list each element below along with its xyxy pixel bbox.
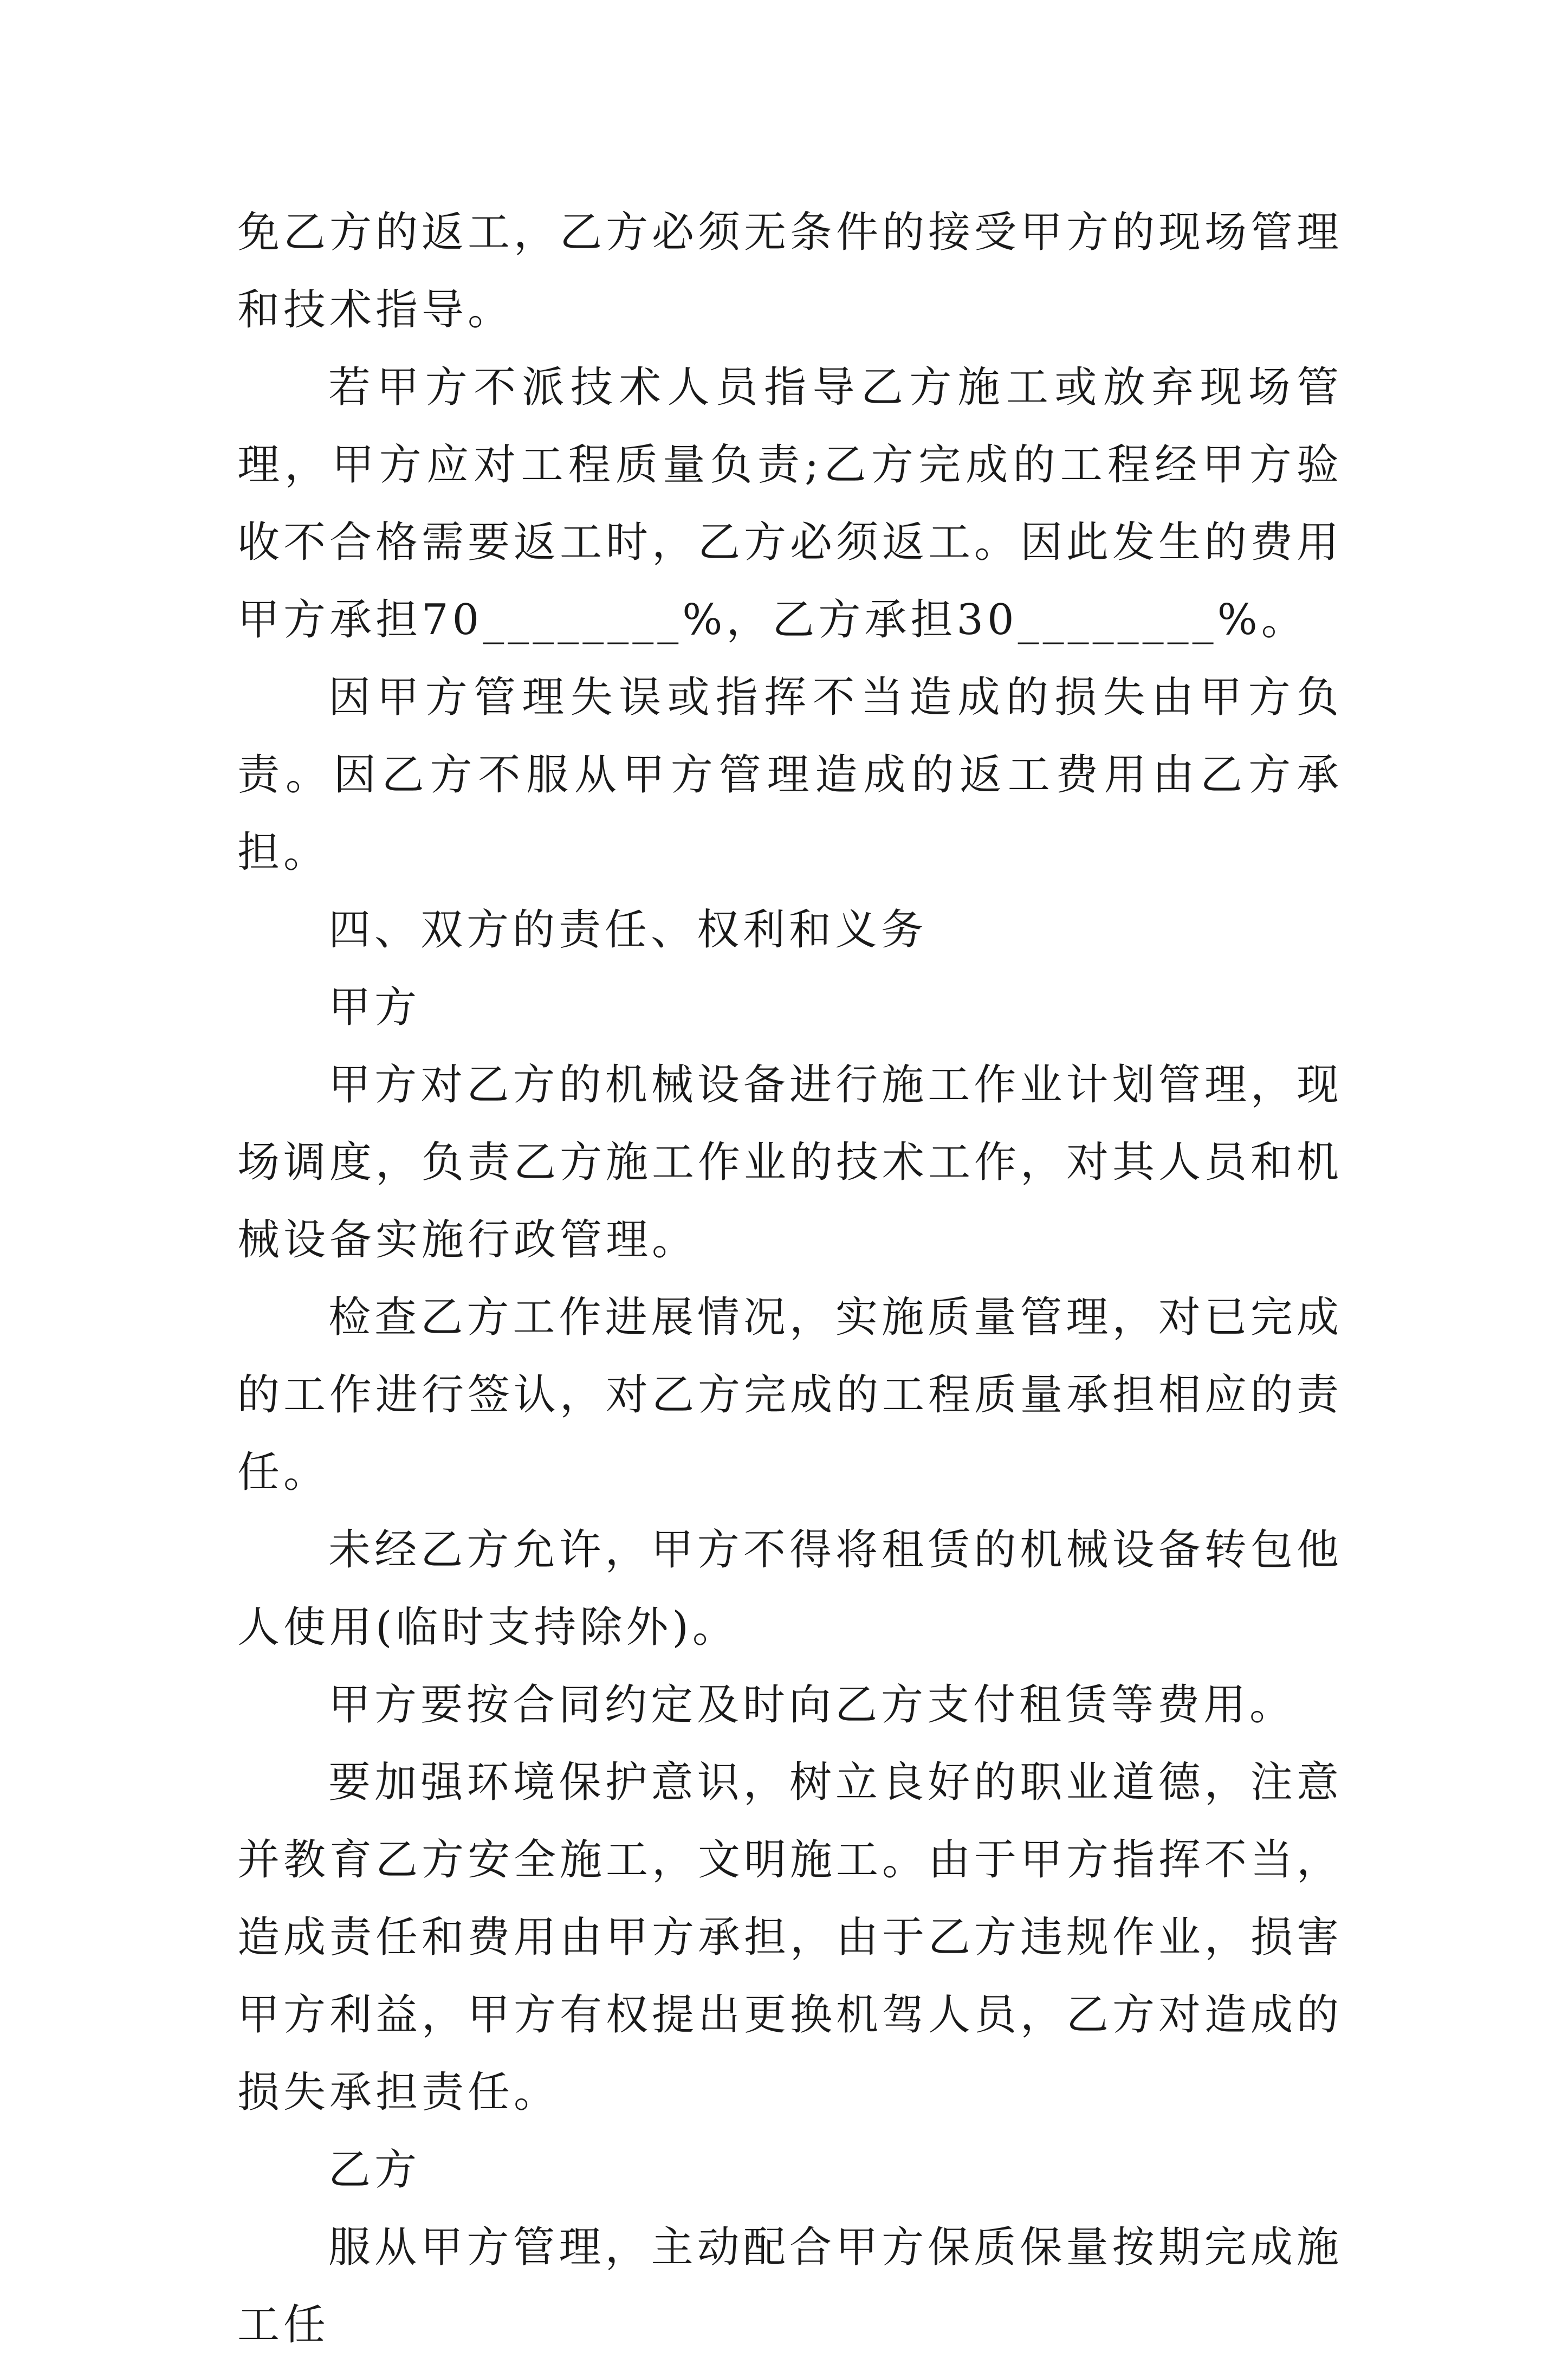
paragraph-party-b-obey: 服从甲方管理，主动配合甲方保质保量按期完成施工任 bbox=[237, 2223, 1343, 2349]
section-heading-responsibilities: 四、双方的责任、权利和义务 bbox=[328, 906, 928, 954]
paragraph-party-a-safety: 要加强环境保护意识，树立良好的职业道德，注意并教育乙方安全施工，文明施工。由于甲方指挥不当，造成责任和费用由甲方承担，由于乙方违规作业，损害甲方利益，甲方有权提出更换机驾人员，乙方对造成的损失承担责任。 bbox=[237, 1758, 1343, 2117]
paragraph-continuation: 免乙方的返工，乙方必须无条件的接受甲方的现场管理和技术指导。 bbox=[237, 208, 1343, 334]
paragraph-loss-liability: 因甲方管理失误或指挥不当造成的损失由甲方负责。因乙方不服从甲方管理造成的返工费用由乙方承担。 bbox=[237, 673, 1343, 877]
paragraph-party-a-inspection: 检查乙方工作进展情况，实施质量管理，对已完成的工作进行签认，对乙方完成的工程质量承担相应的责任。 bbox=[237, 1293, 1343, 1497]
document-body bbox=[237, 194, 1343, 2364]
subheading-party-a: 甲方 bbox=[328, 983, 421, 1032]
paragraph-rework-cost: 若甲方不派技术人员指导乙方施工或放弃现场管理，甲方应对工程质量负责;乙方完成的工程经甲方验收不合格需要返工时，乙方必须返工。因此发生的费用甲方承担70________%，乙方承担30________%。 bbox=[237, 363, 1343, 644]
paragraph-party-a-payment: 甲方要按合同约定及时向乙方支付租赁等费用。 bbox=[328, 1681, 1296, 1729]
paragraph-party-a-management: 甲方对乙方的机械设备进行施工作业计划管理，现场调度，负责乙方施工作业的技术工作，对其人员和机械设备实施行政管理。 bbox=[237, 1061, 1343, 1264]
subheading-party-b: 乙方 bbox=[328, 2146, 421, 2194]
paragraph-party-a-subcontract: 未经乙方允许，甲方不得将租赁的机械设备转包他人使用(临时支持除外)。 bbox=[237, 1526, 1343, 1652]
